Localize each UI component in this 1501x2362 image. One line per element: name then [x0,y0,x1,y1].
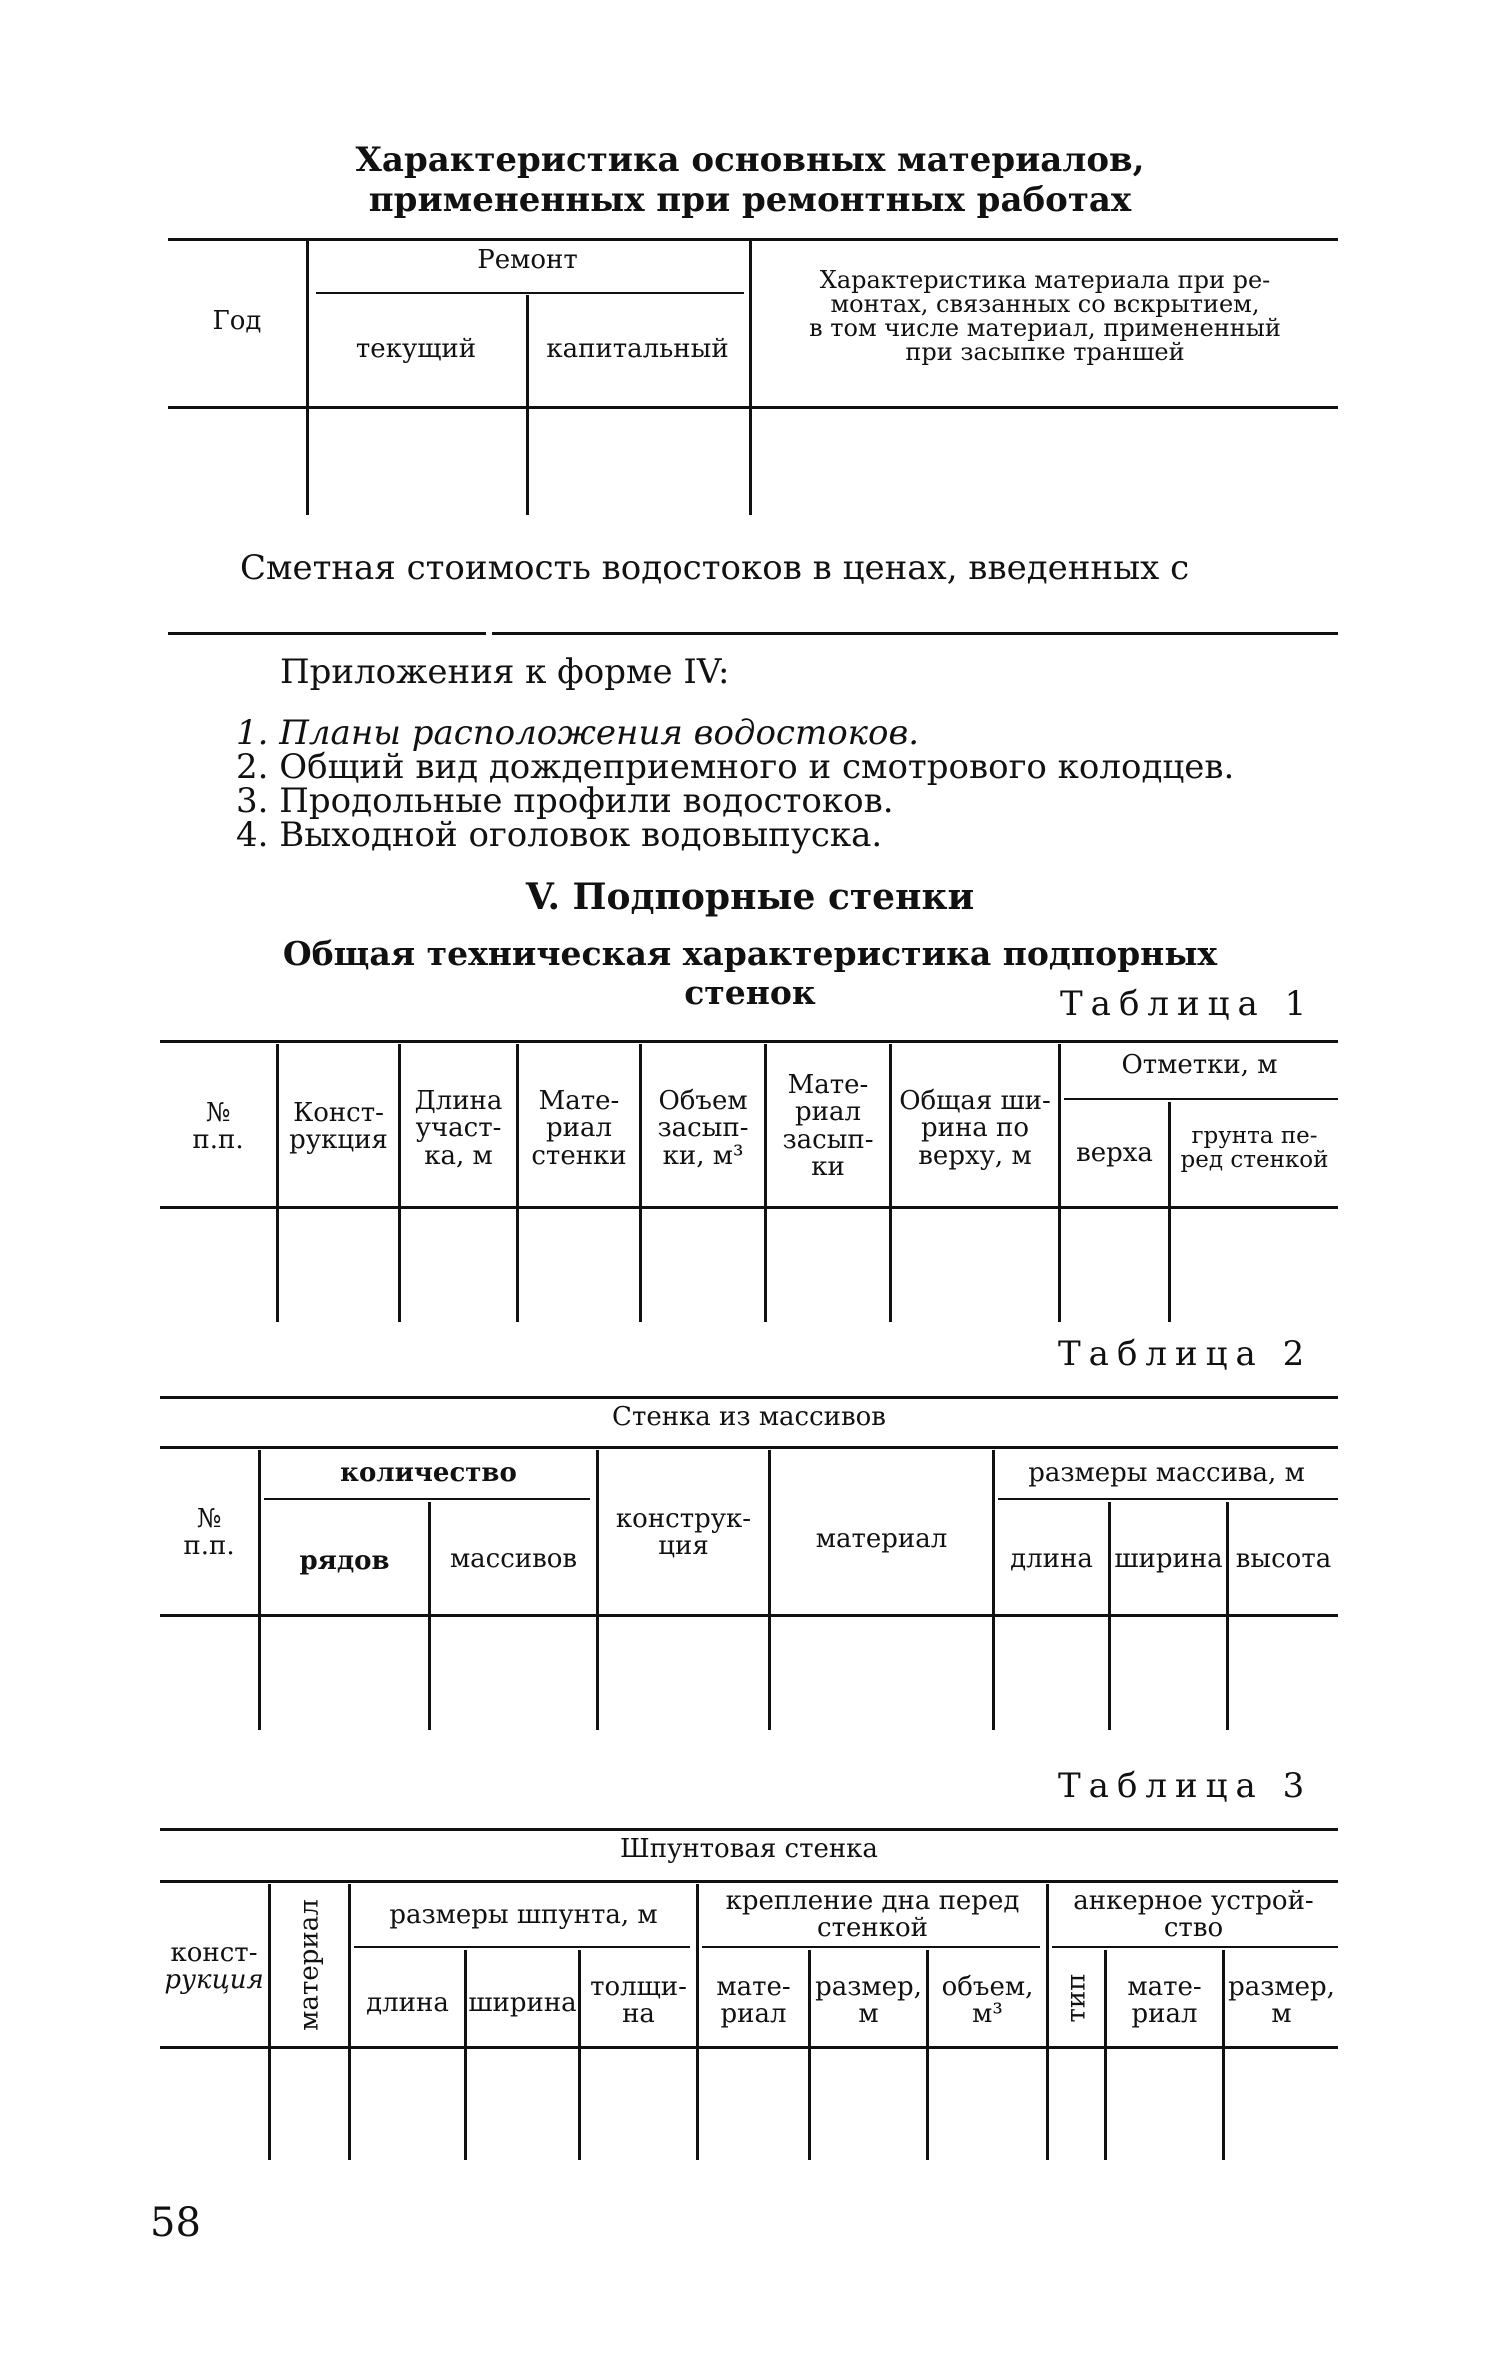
col-repair: Ремонт [477,245,578,275]
table3-label: Таблица 3 [1058,1766,1313,1806]
t1-col-marks: Отметки, м [1121,1050,1278,1080]
section1-title-line2: примененных при ремонтных работах [368,180,1132,220]
t3-col-material: материал [293,1899,324,2031]
appendix-heading: Приложения к форме IV: [280,652,730,692]
estimate-blank-line-2 [492,632,1338,635]
t1-col-fill-volume: Объем засып- ки, м³ [657,1086,749,1171]
col-capital: капитальный [546,334,729,364]
t3-col-bottom-material: мате- риал [716,1972,791,2030]
t3-col-thickness: толщи- на [590,1972,687,2030]
t1-col-no: № п.п. [192,1098,244,1156]
t1-col-ground: грунта пе- ред стенкой [1180,1123,1329,1174]
t3-col-anchor-size: размер, м [1228,1972,1335,2030]
estimate-blank-line-1 [168,632,486,635]
estimate-text: Сметная стоимость водостоков в ценах, введенных с [240,548,1190,588]
t3-col-bottom-fixing: крепление дна перед стенкой [725,1886,1020,1944]
section1-title-line1: Характеристика основных материалов, [355,140,1145,180]
t3-col-length: длина [366,1988,449,2018]
col-characteristic: Характеристика материала при ре- монтах, связанных со вскрытием, в том числе материал, примененный при засыпке траншей [809,266,1281,366]
t1-col-top: верха [1076,1138,1153,1168]
t3-col-anchor-material: мате- риал [1127,1972,1202,2030]
appendix-item: 1. Планы расположения водостоков. [236,713,920,753]
t1-col-top-width: Общая ши- рина по верху, м [899,1086,1051,1171]
t1-col-wall-material: Мате- риал стенки [531,1086,627,1171]
section5-title: V. Подпорные стенки [525,876,975,918]
t3-col-type: тип [1060,1973,1091,2023]
t2-col-length: длина [1010,1544,1093,1574]
t3-col-bottom-size: размер, м [815,1972,922,2030]
t2-col-sizes: размеры массива, м [1028,1458,1305,1488]
appendix-item: 4. Выходной оголовок водовыпуска. [236,815,883,855]
t2-col-blocks: массивов [449,1544,578,1574]
appendix-item: 3. Продольные профили водостоков. [236,781,894,821]
t3-caption: Шпунтовая стенка [620,1834,878,1864]
t2-col-construction: конструк- ция [615,1504,752,1562]
col-current: текущий [355,334,477,364]
appendix-item: 2. Общий вид дождеприемного и смотрового колодцев. [236,747,1235,787]
col-year: Год [212,306,262,336]
t3-col-bottom-volume: объем, м³ [941,1972,1034,2030]
t2-col-no: № п.п. [183,1504,235,1562]
section5-subtitle: Общая техническая характеристика подпорных стенок [282,934,1218,1012]
t3-col-anchor: анкерное устрой- ство [1073,1886,1314,1944]
t1-col-length: Длина участ- ка, м [414,1086,503,1171]
t2-col-rows: рядов [299,1546,390,1576]
section1-title [250,140,1250,220]
t1-col-construction: Конст- рукция [289,1098,388,1156]
table1-label: Таблица 1 [1060,984,1315,1024]
t2-col-quantity: количество [340,1458,517,1488]
t3-col-construction: конст- рукция [164,1938,264,1996]
table2-label: Таблица 2 [1058,1334,1313,1374]
t3-col-pile-sizes: размеры шпунта, м [389,1900,658,1930]
t1-col-fill-material: Мате- риал засып- ки [782,1070,874,1182]
page-number: 58 [150,2200,201,2246]
t2-col-width: ширина [1114,1544,1223,1574]
appendix-list [236,713,1235,855]
t2-caption: Стенка из массивов [612,1402,886,1432]
t2-col-height: высота [1235,1544,1332,1574]
t3-col-width: ширина [468,1988,577,2018]
t2-col-material: материал [815,1524,948,1554]
